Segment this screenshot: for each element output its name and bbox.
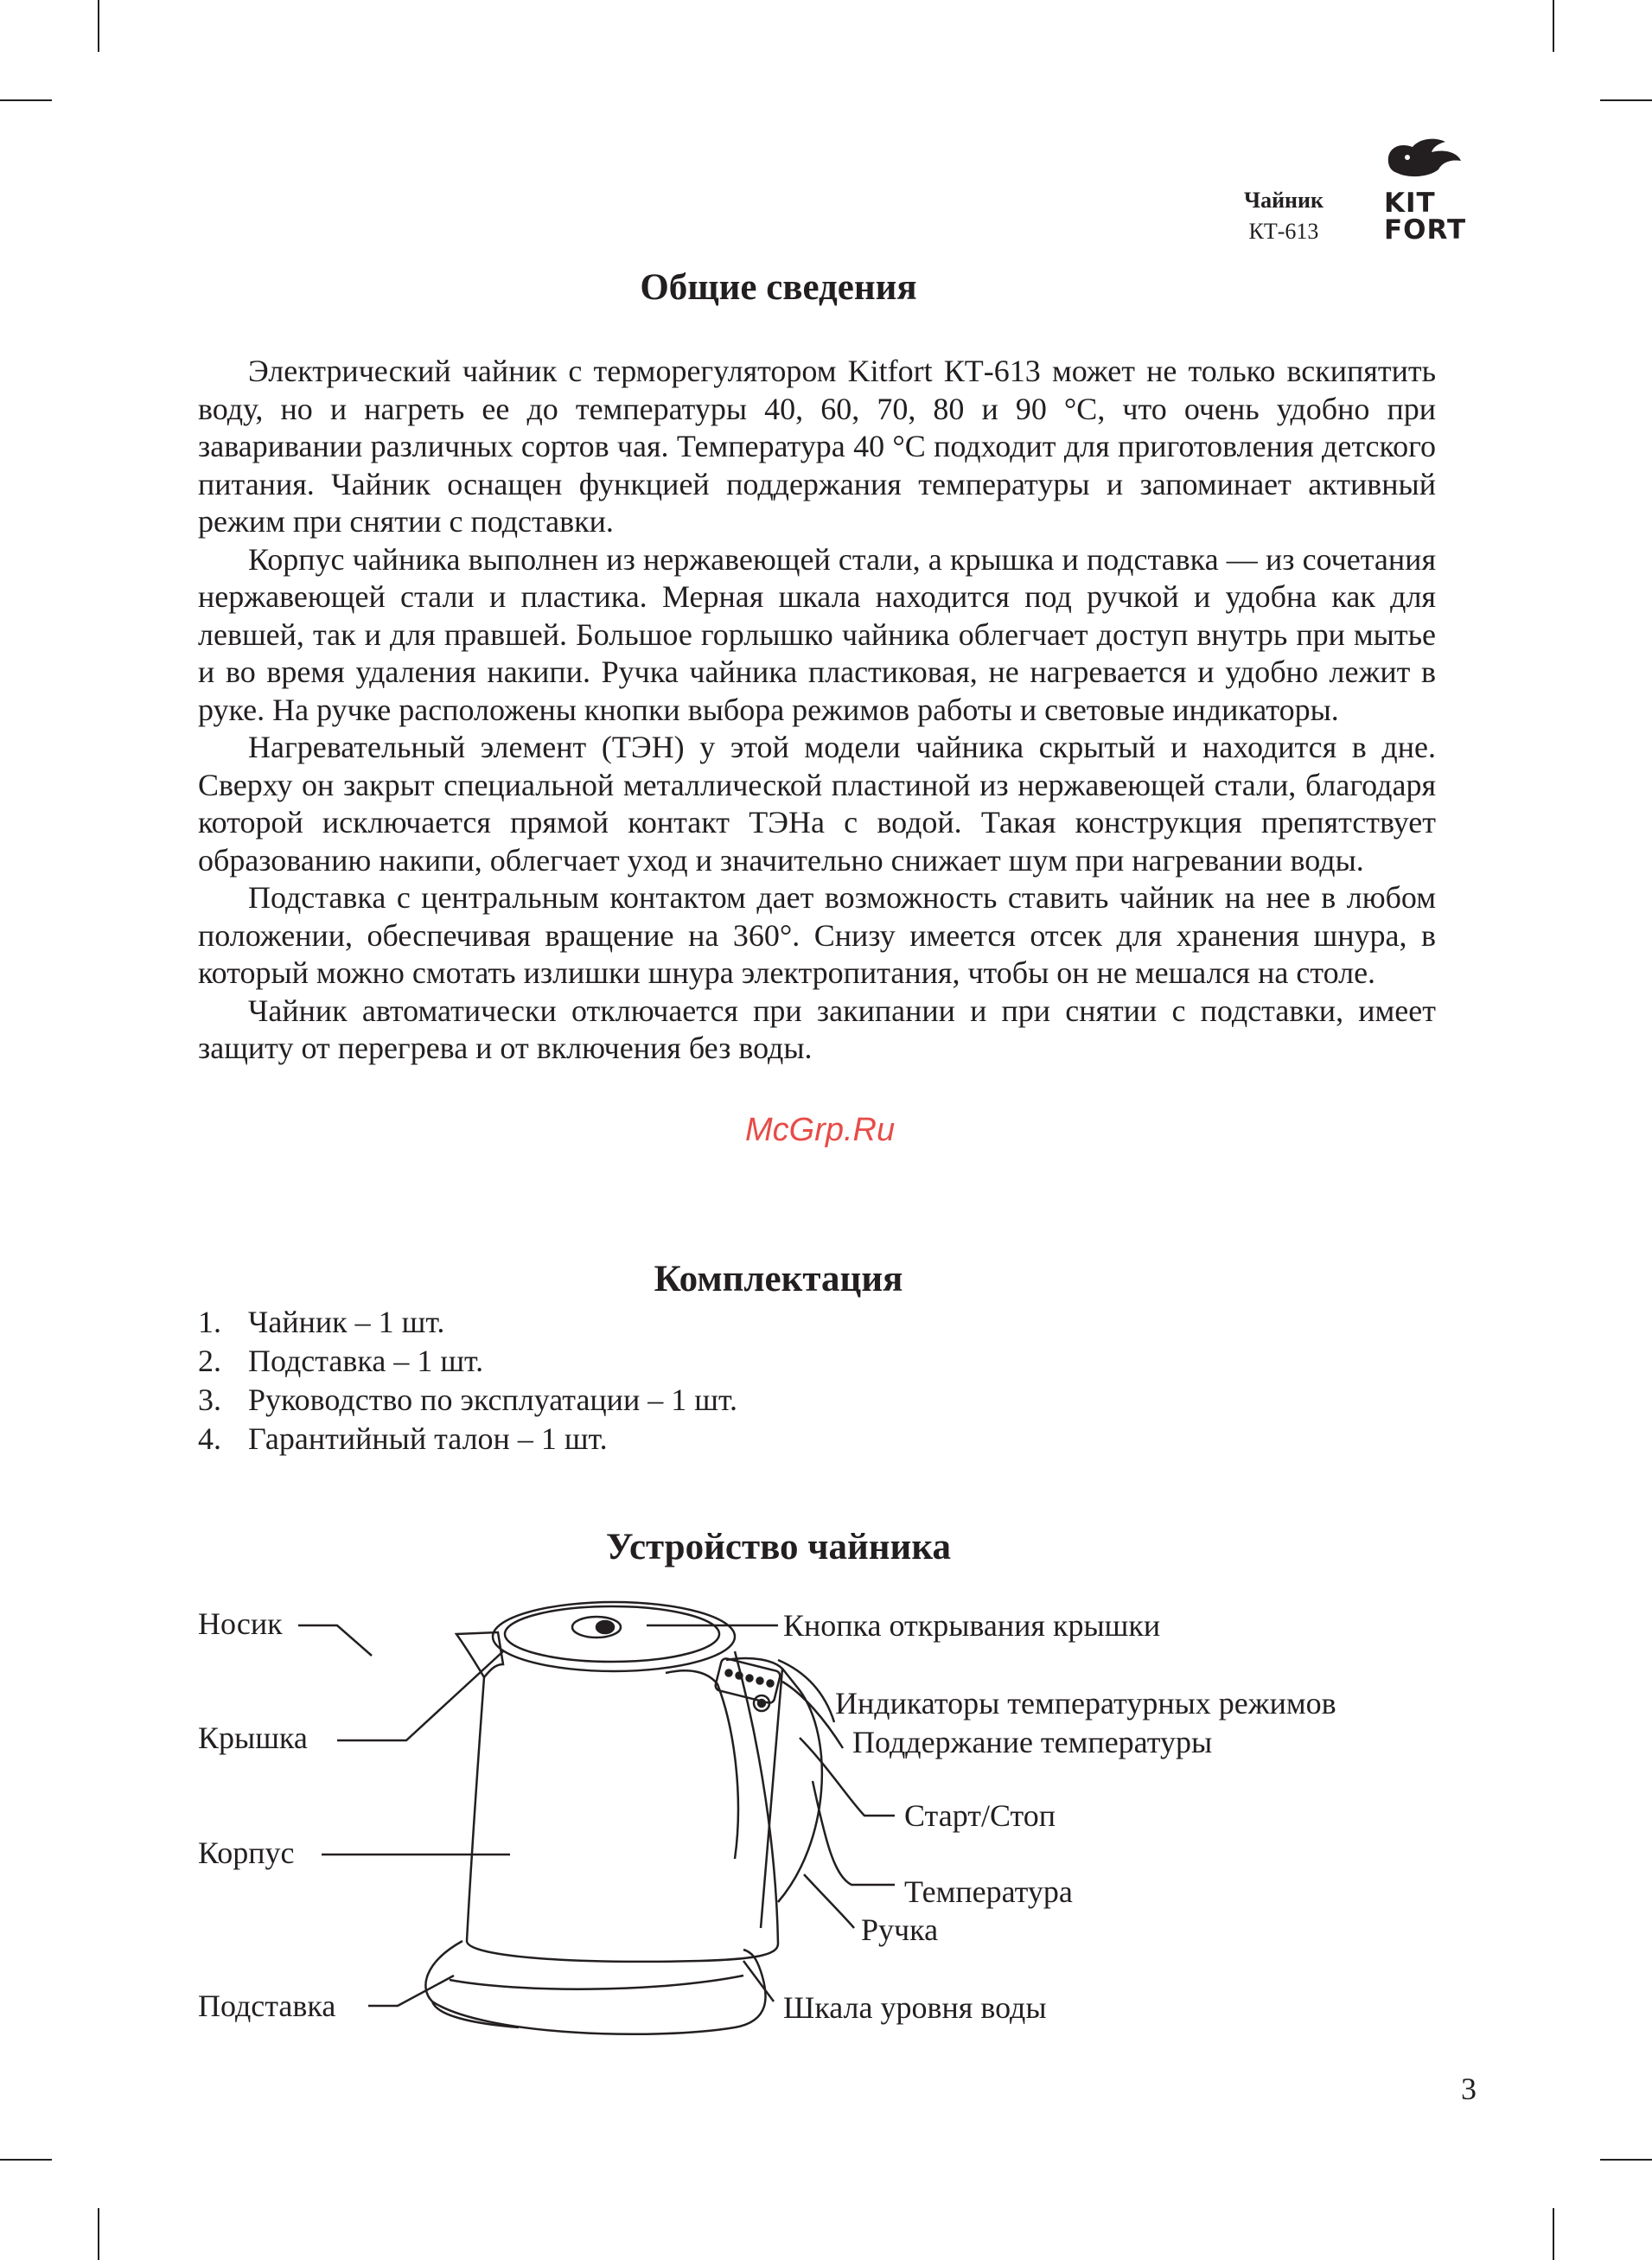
model-number: КТ-613 [1248,219,1319,244]
section-title-kit: Комплектация [654,1259,903,1299]
label-lid-button: Кнопка открывания крышки [783,1608,1161,1643]
label-lid: Крышка [198,1721,308,1755]
paragraph: Корпус чайника выполнен из нержавеющей стали, а крышка и подставка — из сочетания нержавеющей стали и пластика. Мерная шкала находится под ручкой и удобна как для левшей, так и для правшей. Большое горлышко чайника облегчает доступ внутрь при мытье и во время удаления накипи. Ручка чайника пластиковая, не нагревается и удобно лежит в руке. На ручке расположены кнопки выбора режимов работы и световые индикаторы. [198,541,1436,727]
leader-line [298,1625,372,1656]
label-handle: Ручка [861,1912,939,1947]
label-temp-indicators: Индикаторы температурных режимов [835,1686,1336,1721]
paragraph: Подставка с центральным контактом дает возможность ставить чайник на нее в любом положении, обеспечивая вращение на 360°. Снизу имеется отсек для хранения шнура, в который можно смотать излишки шнура электропитания, чтобы он не мешался на столе. [198,880,1436,990]
section-title-device: Устройство чайника [606,1527,951,1567]
item-text: Подставка – 1 шт. [248,1344,484,1378]
leader-line [778,1660,834,1722]
kettle-base [425,1941,765,2034]
label-start-stop: Старт/Стоп [904,1798,1056,1833]
section-title-general: Общие сведения [640,267,917,308]
label-temperature: Температура [904,1874,1073,1909]
label-water-scale: Шкала уровня воды [783,1990,1047,2025]
paragraph: Электрический чайник с терморегулятором Kitfort КТ-613 может не только вскипятить воду, но и нагреть ее до температуры 40, 60, 70, 80 и 90 °С, что очень удобно при заваривании различных сортов чая. Температура 40 °С подходит для приготовления детского питания. Чайник оснащен функцией поддержания температуры и запоминает активный режим при снятии с подставки. [198,354,1436,539]
item-text: Гарантийный талон – 1 шт. [248,1421,608,1456]
brand-line-1: KIT [1384,188,1436,219]
leader-line [337,1651,503,1740]
item-number: 3. [198,1382,221,1417]
brand-line-2: FORT [1384,214,1467,246]
item-number: 1. [198,1305,221,1339]
paragraph: Чайник автоматически отключается при закипании и при снятии с подставки, имеет защиту от перегрева и от включения без воды. [198,993,1436,1065]
item-text: Чайник – 1 шт. [248,1305,445,1339]
label-keep-warm: Поддержание температуры [852,1725,1213,1759]
kettle-spout [456,1632,503,1677]
label-base: Подставка [198,1989,336,2023]
page-number: 3 [1461,2072,1477,2106]
item-text: Руководство по эксплуатации – 1 шт. [248,1382,737,1417]
item-number: 4. [198,1421,221,1456]
watermark: McGrp.Ru [745,1112,896,1148]
leader-line [813,1781,895,1885]
product-name: Чайник [1243,188,1324,213]
item-number: 2. [198,1344,221,1378]
label-spout: Носик [198,1606,283,1641]
paragraph: Нагревательный элемент (ТЭН) у этой модели чайника скрытый и находится в дне. Сверху он закрыт специальной металлической пластиной из нержавеющей стали, благодаря которой исключается прямой контакт ТЭНа с водой. Такая конструкция препятствует образованию накипи, облегчает уход и значительно снижает шум при нагревании воды. [198,730,1436,878]
kettle-body [467,1651,778,1962]
leader-line [368,1976,454,2006]
label-body: Корпус [198,1835,295,1870]
